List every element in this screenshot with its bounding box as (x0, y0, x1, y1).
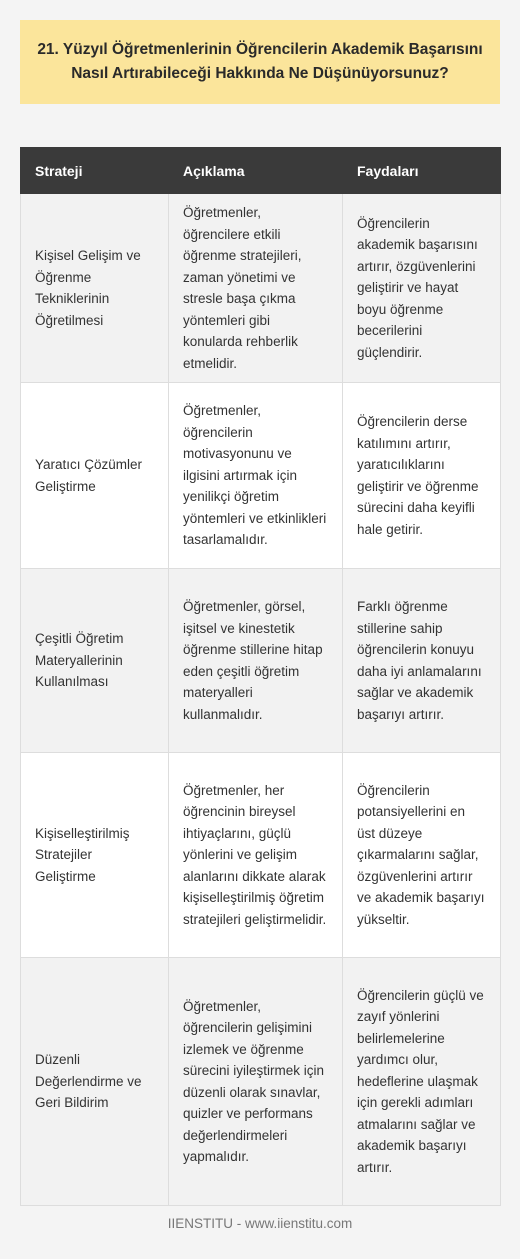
cell-benefits: Öğrencilerin derse katılımını artırır, yaratıcılıklarını geliştirir ve öğrenme sürecini daha keyifli hale getirir. (343, 383, 501, 569)
cell-benefits: Öğrencilerin güçlü ve zayıf yönlerini belirlemelerine yardımcı olur, hedeflerine ulaşmak için gerekli adımları atmalarını sağlar ve akademik başarıyı artırır. (343, 958, 501, 1206)
table-row (21, 958, 501, 1206)
header-description: Açıklama (169, 148, 343, 194)
header-strategy: Strateji (21, 148, 169, 194)
table-row (21, 194, 501, 383)
table-header-row (21, 148, 501, 194)
cell-description: Öğretmenler, öğrencilere etkili öğrenme stratejileri, zaman yönetimi ve stresle başa çıkma yöntemleri gibi konularda rehberlik etmelidir. (169, 194, 343, 383)
cell-description: Öğretmenler, öğrencilerin gelişimini izlemek ve öğrenme sürecini iyileştirmek için düzenli olarak sınavlar, quizler ve performans değerlendirmeleri yapmalıdır. (169, 958, 343, 1206)
cell-description: Öğretmenler, öğrencilerin motivasyonunu ve ilgisini artırmak için yenilikçi öğretim yöntemleri ve etkinlikleri tasarlamalıdır. (169, 383, 343, 569)
cell-strategy: Çeşitli Öğretim Materyallerinin Kullanılması (21, 569, 169, 753)
header-benefits: Faydaları (343, 148, 501, 194)
strategy-table (20, 147, 501, 1206)
cell-benefits: Öğrencilerin akademik başarısını artırır, özgüvenlerini geliştirir ve hayat boyu öğrenme becerilerini güçlendirir. (343, 194, 501, 383)
cell-benefits: Farklı öğrenme stillerine sahip öğrencilerin konuyu daha iyi anlamalarını sağlar ve akademik başarıyı artırır. (343, 569, 501, 753)
table-row (21, 753, 501, 958)
cell-strategy: Kişisel Gelişim ve Öğrenme Tekniklerinin Öğretilmesi (21, 194, 169, 383)
footer-credit: IIENSTITU - www.iienstitu.com (167, 1216, 353, 1231)
table-row (21, 569, 501, 753)
cell-benefits: Öğrencilerin potansiyellerini en üst düzeye çıkarmalarını sağlar, özgüvenlerini artırır ve akademik başarıyı yükseltir. (343, 753, 501, 958)
title-banner (20, 20, 500, 104)
table-row (21, 383, 501, 569)
cell-strategy: Kişiselleştirilmiş Stratejiler Geliştirme (21, 753, 169, 958)
page-title: 21. Yüzyıl Öğretmenlerinin Öğrencilerin Akademik Başarısını Nasıl Artırabileceği Hakkında Ne Düşünüyorsunuz? (37, 41, 483, 82)
cell-description: Öğretmenler, her öğrencinin bireysel ihtiyaçlarını, güçlü yönlerini ve gelişim alanlarını dikkate alarak kişiselleştirilmiş öğretim stratejileri geliştirmelidir. (169, 753, 343, 958)
cell-description: Öğretmenler, görsel, işitsel ve kinestetik öğrenme stillerine hitap eden çeşitli öğretim materyalleri kullanmalıdır. (169, 569, 343, 753)
cell-strategy: Yaratıcı Çözümler Geliştirme (21, 383, 169, 569)
cell-strategy: Düzenli Değerlendirme ve Geri Bildirim (21, 958, 169, 1206)
